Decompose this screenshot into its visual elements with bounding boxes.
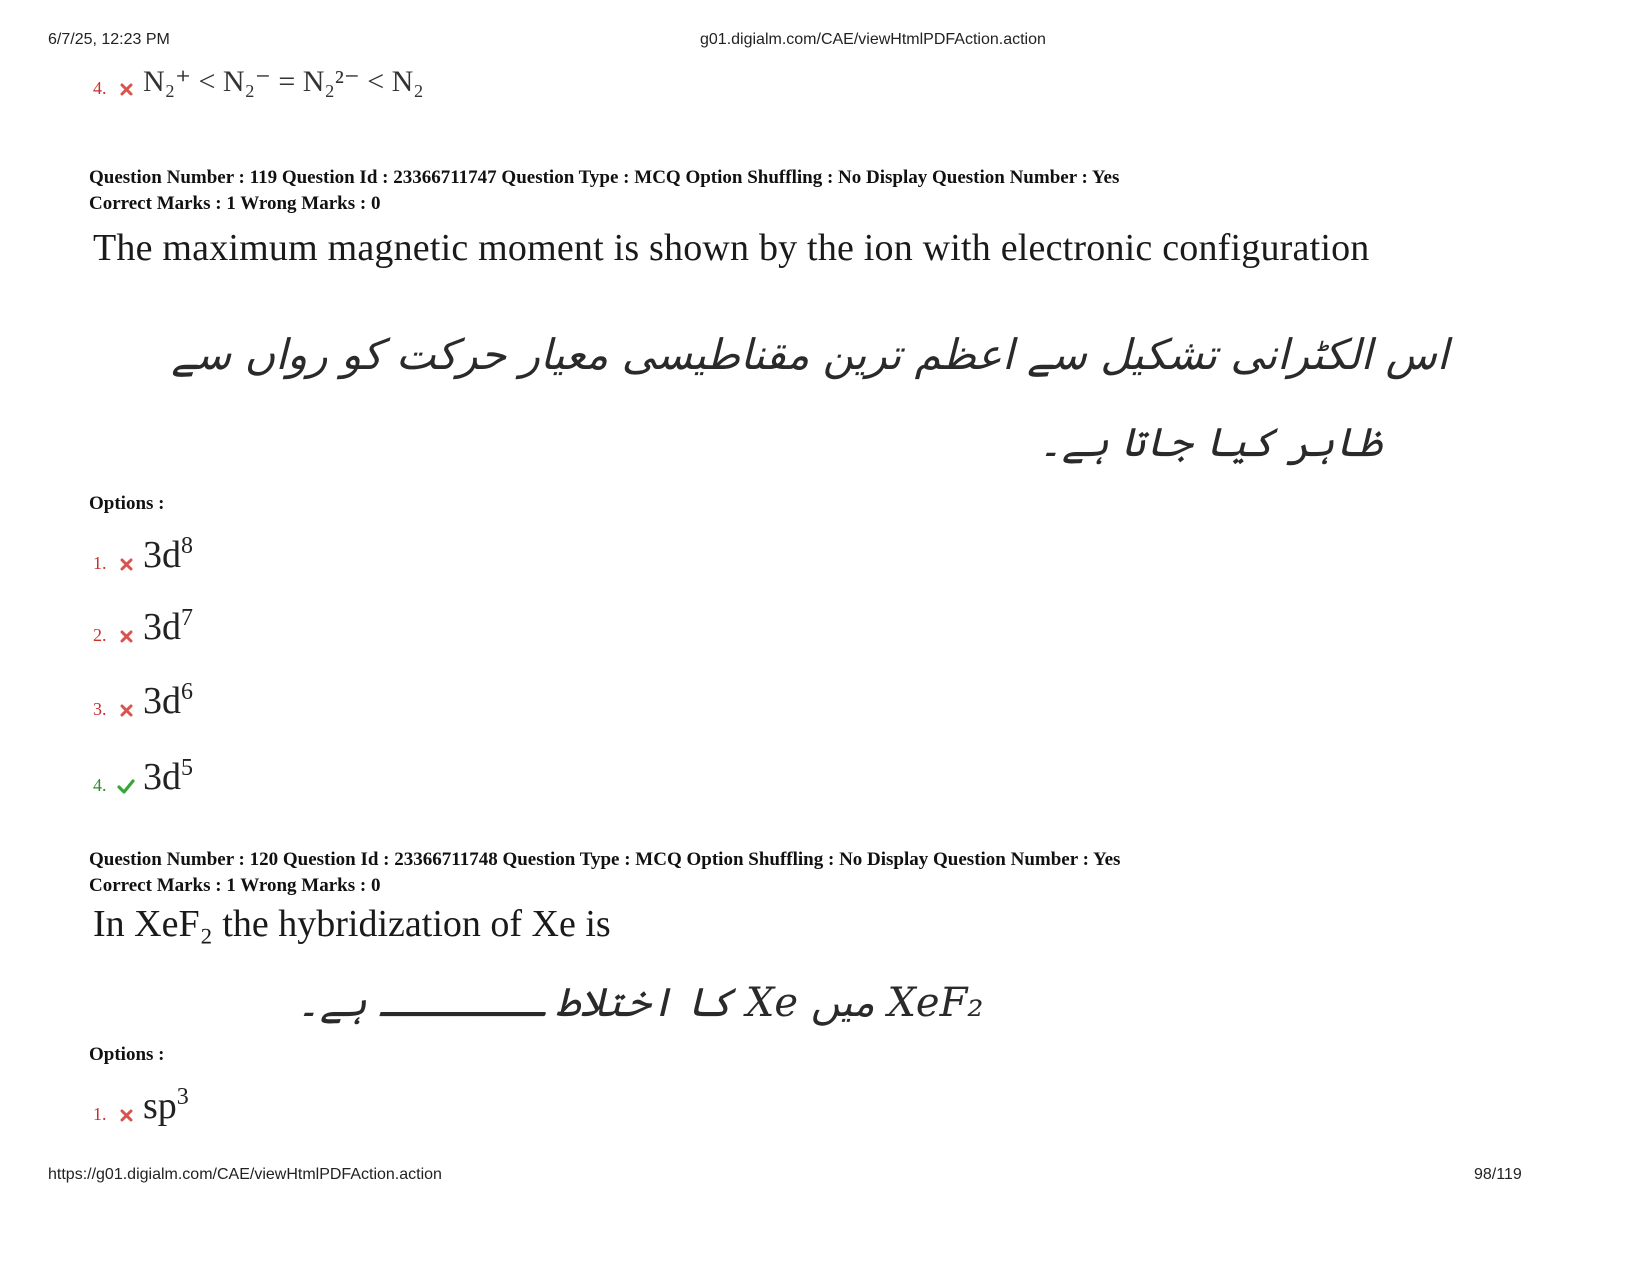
options-label: Options : <box>89 493 165 514</box>
option-text: $3d^8$ <box>143 533 193 576</box>
cross-icon <box>115 626 137 646</box>
cross-icon <box>115 554 137 574</box>
question-meta: Question Number : 119 Question Id : 23366711747 Question Type : MCQ Option Shuffling : No Display Question Number : Yes <box>89 167 1120 188</box>
option-2 <box>93 599 193 646</box>
option-formula: N₂⁺ < N₂⁻ = N₂²⁻ < N₂ <box>143 65 424 98</box>
options-label: Options : <box>89 1044 165 1065</box>
urdu-translation: XeF₂ میں Xe کا اختلاط ـــــــ ہے۔ <box>296 980 984 1026</box>
option-text: $sp^3$ <box>143 1084 189 1127</box>
option-4 <box>93 749 193 796</box>
option-number: 3. <box>93 699 107 719</box>
urdu-translation-line-2: ظاہر کیا جاتا ہے۔ <box>1038 420 1382 466</box>
print-footer-url: https://g01.digialm.com/CAE/viewHtmlPDFAction.action <box>48 1166 442 1183</box>
option-3 <box>93 673 193 720</box>
option-text: $3d^6$ <box>143 679 193 722</box>
question-meta: Question Number : 120 Question Id : 23366711748 Question Type : MCQ Option Shuffling : No Display Question Number : Yes <box>89 849 1121 870</box>
option-text: $3d^7$ <box>143 605 193 648</box>
question-marks: Correct Marks : 1 Wrong Marks : 0 <box>89 875 381 896</box>
question-marks: Correct Marks : 1 Wrong Marks : 0 <box>89 193 381 214</box>
question-text: The maximum magnetic moment is shown by the ion with electronic configuration <box>93 227 1370 269</box>
check-icon <box>115 776 137 796</box>
option-number: 1. <box>93 1104 107 1124</box>
option-number: 4. <box>93 78 107 98</box>
option-1 <box>93 1078 189 1125</box>
question-text: In XeF₂ the hybridization of Xe is <box>93 903 611 945</box>
option-text: $3d^5$ <box>143 755 193 798</box>
page-number: 98/119 <box>1474 1166 1522 1183</box>
cross-icon <box>115 79 137 99</box>
print-datetime: 6/7/25, 12:23 PM <box>48 31 170 48</box>
prev-option-4 <box>93 64 424 99</box>
option-number: 2. <box>93 625 107 645</box>
print-header-url: g01.digialm.com/CAE/viewHtmlPDFAction.action <box>700 31 1046 48</box>
cross-icon <box>115 1105 137 1125</box>
option-number: 1. <box>93 553 107 573</box>
option-number: 4. <box>93 775 107 795</box>
urdu-translation-line-1: اس الکٹرانی تشکیل سے اعظم ترین مقناطیسی معیار حرکت کو رواں سے <box>171 330 1449 379</box>
cross-icon <box>115 700 137 720</box>
option-1 <box>93 527 193 574</box>
